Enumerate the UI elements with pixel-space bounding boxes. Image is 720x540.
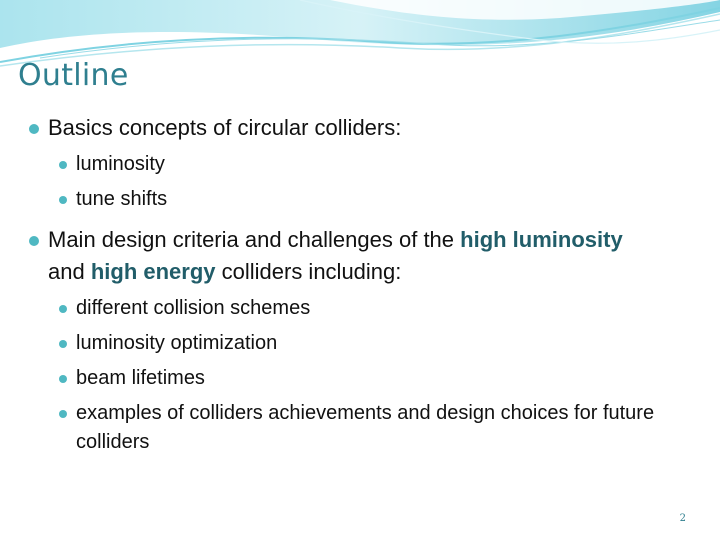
bullet-text-part: colliders including: <box>215 259 402 284</box>
page-number: 2 <box>679 513 686 524</box>
sub-bullet-item <box>0 329 676 358</box>
slide-title: Outline <box>18 58 129 93</box>
bullet-icon <box>59 161 67 169</box>
sub-bullet-text: luminosity <box>76 153 165 175</box>
sub-bullet-item <box>0 150 676 179</box>
highlight-high-energy: high energy <box>90 259 216 284</box>
bullet-icon <box>29 236 39 246</box>
sub-bullet-text: luminosity optimization <box>76 332 278 354</box>
highlight-high-luminosity: high luminosity <box>460 227 623 252</box>
bullet-icon <box>29 124 39 134</box>
sub-bullet-text: examples of colliders achievements and design choices for future colliders <box>76 402 655 453</box>
sub-bullet-text: tune shifts <box>76 188 168 210</box>
bullet-icon <box>59 196 67 204</box>
bullet-text-part: and <box>48 259 91 284</box>
bullet-item <box>0 112 658 144</box>
bullet-icon <box>59 340 67 348</box>
bullet-item <box>0 224 658 288</box>
bullet-icon <box>59 410 67 418</box>
sub-bullet-item <box>0 399 676 457</box>
bullet-icon <box>59 305 67 313</box>
sub-bullet-item <box>0 294 676 323</box>
bullet-list <box>0 112 720 457</box>
sub-bullet-item <box>0 364 676 393</box>
sub-bullet-text: beam lifetimes <box>76 367 205 389</box>
sub-bullet-text: different collision schemes <box>76 297 311 319</box>
bullet-text-part: Main design criteria and challenges of the <box>48 227 461 252</box>
bullet-icon <box>59 375 67 383</box>
sub-bullet-item <box>0 185 676 214</box>
bullet-text: Basics concepts of circular colliders: <box>48 115 402 140</box>
